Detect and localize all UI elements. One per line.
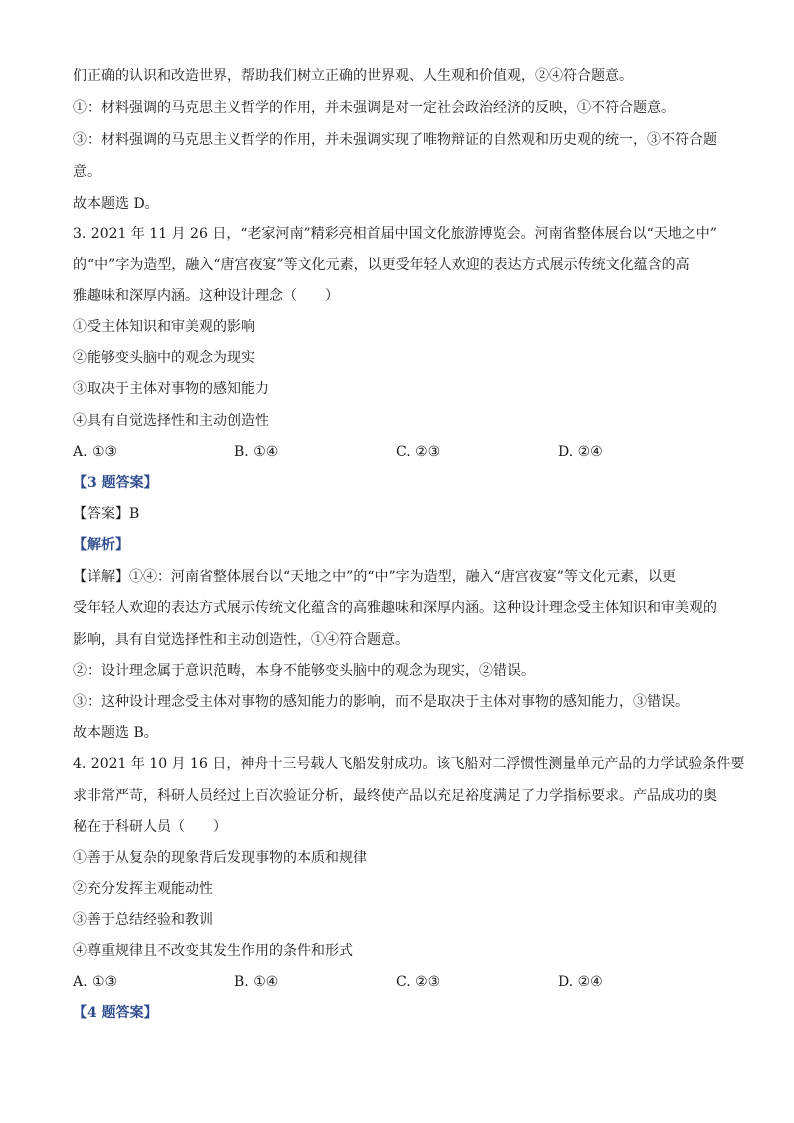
q3-item-2: ②能够变头脑中的观念为现实 [73, 350, 255, 366]
q3-item-1: ①受主体知识和审美观的影响 [73, 319, 255, 335]
q3-conclusion: 故本题选 B。 [73, 725, 158, 741]
q3-answer-tag: 【3 题答案】 [73, 475, 158, 491]
q4-item-1: ①善于从复杂的现象背后发现事物的本质和规律 [73, 850, 367, 866]
q3-option-b: B. ①④ [234, 444, 279, 460]
q4-option-c: C. ②③ [396, 974, 441, 990]
q3-item-3: ③取决于主体对事物的感知能力 [73, 381, 269, 397]
q4-stem-line-2: 求非常严苛，科研人员经过上百次验证分析，最终使产品以充足裕度满足了力学指标要求。产品成功的奥 [73, 788, 717, 804]
q3-item-4: ④具有自觉选择性和主动创造性 [73, 413, 269, 429]
q3-stem-line-1: 3. 2021 年 11 月 26 日，“老家河南”精彩亮相首届中国文化旅游博览会。河南省整体展台以“天地之中” [73, 226, 717, 242]
q3-detail-line-3: 影响，具有自觉选择性和主动创造性，①④符合题意。 [73, 632, 409, 648]
q3-option-d: D. ②④ [558, 444, 603, 460]
intro-line-2: ①：材料强调的马克思主义哲学的作用，并未强调是对一定社会政治经济的反映，①不符合题意。 [73, 100, 675, 116]
q4-option-b: B. ①④ [234, 974, 279, 990]
q3-option-c: C. ②③ [396, 444, 441, 460]
q3-detail-line-2: 受年轻人欢迎的表达方式展示传统文化蕴含的高雅趣味和深厚内涵。这种设计理念受主体知识和审美观的 [73, 600, 717, 616]
q3-detail-line-4: ②：设计理念属于意识范畴，本身不能够变头脑中的观念为现实，②错误。 [73, 663, 535, 679]
intro-conclusion: 故本题选 D。 [73, 196, 159, 212]
q4-item-4: ④尊重规律且不改变其发生作用的条件和形式 [73, 943, 353, 959]
intro-line-3: ③：材料强调的马克思主义哲学的作用，并未强调实现了唯物辩证的自然观和历史观的统一，③不符合题 [73, 132, 717, 148]
intro-line-4: 意。 [73, 164, 101, 180]
q3-analysis-tag: 【解析】 [73, 537, 129, 553]
q4-answer-tag: 【4 题答案】 [73, 1005, 158, 1021]
q3-option-a: A. ①③ [73, 444, 118, 460]
q4-option-d: D. ②④ [558, 974, 603, 990]
q4-item-3: ③善于总结经验和教训 [73, 912, 213, 928]
q3-stem-line-3: 雅趣味和深厚内涵。这种设计理念（ ） [73, 288, 339, 304]
q3-answer: 【答案】B [73, 506, 140, 522]
q3-detail-line-1: 【详解】①④：河南省整体展台以“天地之中”的“中”字为造型，融入“唐宫夜宴”等文化元素，以更 [73, 569, 676, 585]
intro-line-1: 们正确的认识和改造世界，帮助我们树立正确的世界观、人生观和价值观，②④符合题意。 [73, 68, 633, 84]
q4-stem-line-1: 4. 2021 年 10 月 16 日，神舟十三号载人飞船发射成功。该飞船对二浮惯性测量单元产品的力学试验条件要 [73, 756, 745, 772]
q4-stem-line-3: 秘在于科研人员（ ） [73, 819, 227, 835]
q3-stem-line-2: 的“中”字为造型，融入“唐宫夜宴”等文化元素，以更受年轻人欢迎的表达方式展示传统文化蕴含的高 [73, 257, 690, 273]
q3-detail-line-5: ③：这种设计理念受主体对事物的感知能力的影响，而不是取决于主体对事物的感知能力，③错误。 [73, 694, 689, 710]
q4-item-2: ②充分发挥主观能动性 [73, 881, 213, 897]
q4-option-a: A. ①③ [73, 974, 118, 990]
